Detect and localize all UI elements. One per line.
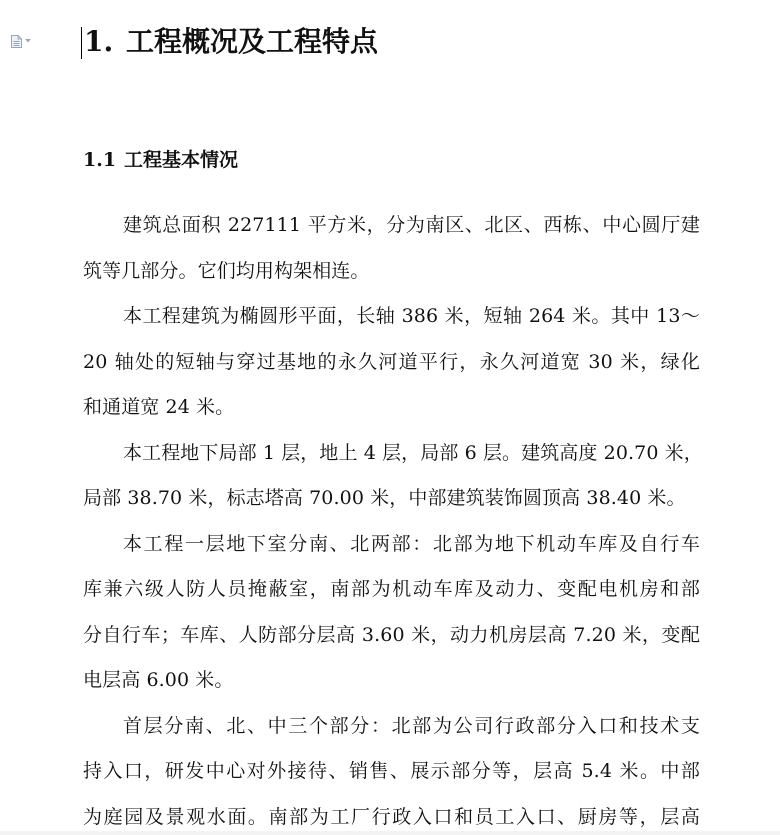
- document-body[interactable]: [83, 203, 703, 835]
- document-icon: [11, 35, 22, 48]
- paragraph-floors-height: [83, 431, 703, 522]
- heading-2: [83, 145, 238, 175]
- heading-1-title: 工程概况及工程特点: [126, 25, 379, 58]
- paragraph-line: 库兼六级人防人员掩蔽室，南部为机动车库及动力、变配电机房和部: [83, 578, 700, 600]
- paragraph-line: 为庭园及景观水面。南部为工厂行政入口和员工入口、厨房等，层高: [83, 805, 700, 828]
- paragraph-total-area: [83, 203, 700, 294]
- paragraph-line: 电层高 6.00 米。: [83, 669, 234, 691]
- paragraph-plan-shape: [83, 294, 700, 431]
- paragraph-line: 局部 38.70 米，标志塔高 70.00 米，中部建筑装饰圆顶高 38.40 米。: [83, 487, 686, 509]
- dropdown-arrow-icon: [25, 39, 31, 43]
- paragraph-line: 本工程一层地下室分南、北两部：北部为地下机动车库及自行车: [123, 532, 700, 555]
- heading-1: [84, 20, 378, 64]
- paragraph-ground-floor: [83, 704, 700, 835]
- heading-2-title: 工程基本情况: [124, 149, 239, 171]
- page-bottom-edge: [0, 831, 780, 835]
- paragraph-line: 首层分南、北、中三个部分：北部为公司行政部分入口和技术支: [123, 714, 700, 737]
- heading-2-number: 1.1: [83, 149, 117, 171]
- paragraph-line: 建筑总面积 227111 平方米，分为南区、北区、西栋、中心圆厅建: [123, 214, 700, 236]
- heading-1-number: 1.: [84, 25, 114, 58]
- paragraph-line: 本工程建筑为椭圆形平面，长轴 386 米，短轴 264 米。其中 13～: [123, 305, 700, 327]
- paragraph-line: 20 轴处的短轴与穿过基地的永久河道平行，永久河道宽 30 米，绿化: [83, 350, 700, 373]
- paragraph-line: 筑等几部分。它们均用构架相连。: [83, 259, 370, 282]
- document-menu[interactable]: [11, 34, 37, 48]
- paragraph-line: 和通道宽 24 米。: [83, 396, 235, 418]
- paragraph-basement: [83, 522, 700, 704]
- paragraph-line: 分自行车；车库、人防部分层高 3.60 米，动力机房层高 7.20 米，变配: [83, 623, 700, 646]
- paragraph-line: 本工程地下局部 1 层，地上 4 层，局部 6 层。建筑高度 20.70 米，: [123, 441, 703, 464]
- paragraph-line: 持入口，研发中心对外接待、销售、展示部分等，层高 5.4 米。中部: [83, 760, 700, 782]
- text-cursor: [81, 27, 82, 59]
